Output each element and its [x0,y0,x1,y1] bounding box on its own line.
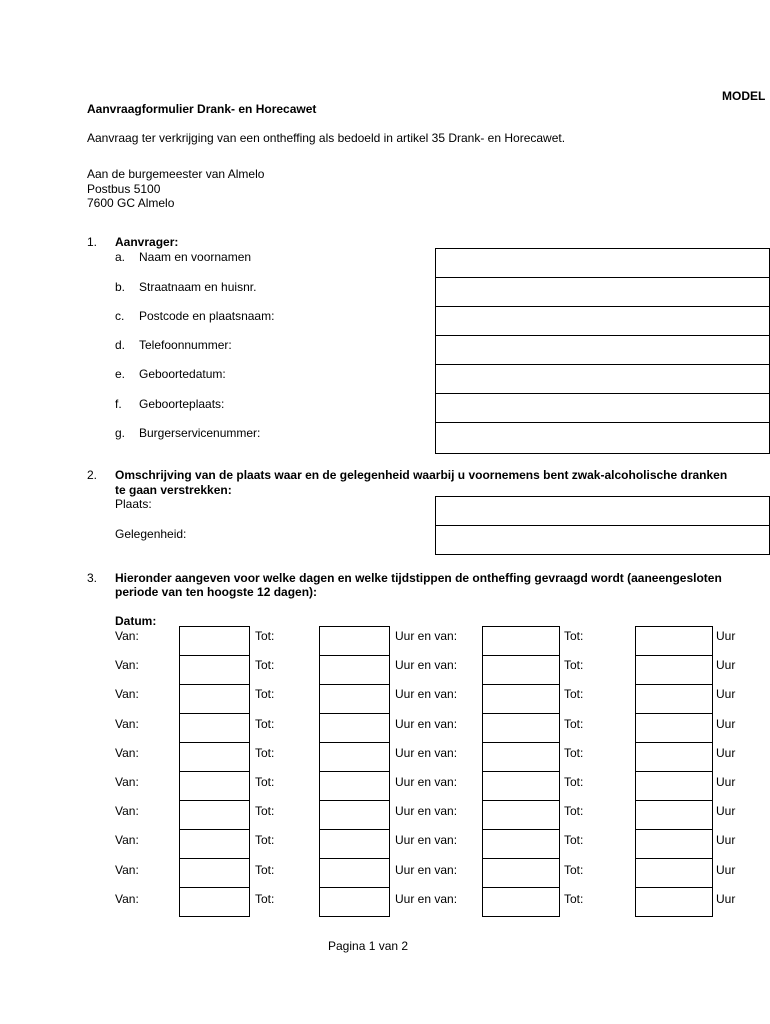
time-to-field[interactable] [635,655,713,685]
tot-label: Tot: [255,891,275,906]
tot-label: Tot: [255,658,275,673]
time-to-field[interactable] [635,800,713,830]
date-to-field[interactable] [319,829,390,859]
time-to-field[interactable] [635,887,713,917]
uur-label: Uur [716,658,736,673]
field-letter: e. [115,367,126,381]
time-from-field[interactable] [482,742,560,772]
uur-en-van-label: Uur en van: [395,716,458,731]
field-label-phone: Telefoonnummer: [139,338,232,352]
tot-label: Tot: [255,862,275,877]
birthdate-field[interactable] [435,364,770,394]
postcode-field[interactable] [435,306,770,336]
date-from-field[interactable] [179,655,250,685]
uur-en-van-label: Uur en van: [395,687,458,702]
tot-label: Tot: [255,687,275,702]
time-from-field[interactable] [482,887,560,917]
address-line-3: 7600 GC Almelo [87,196,175,210]
section-2-number: 2. [87,468,98,482]
model-label: MODEL [722,89,766,103]
tot-label: Tot: [564,745,584,760]
field-letter: g. [115,426,126,440]
section-1-number: 1. [87,235,98,249]
name-field[interactable] [435,248,770,278]
bsn-field[interactable] [435,422,770,454]
date-to-field[interactable] [319,655,390,685]
date-from-field[interactable] [179,829,250,859]
page-number: Pagina 1 van 2 [328,939,409,953]
date-to-field[interactable] [319,626,390,656]
intro-text: Aanvraag ter verkrijging van een ontheffing als bedoeld in artikel 35 Drank- en Horecawet. [87,131,566,145]
time-from-field[interactable] [482,655,560,685]
date-from-field[interactable] [179,742,250,772]
field-letter: d. [115,338,126,352]
tot-label: Tot: [564,658,584,673]
section-2-title-line-2: te gaan verstrekken: [115,483,232,497]
time-to-field[interactable] [635,742,713,772]
uur-en-van-label: Uur en van: [395,891,458,906]
tot-label: Tot: [255,775,275,789]
form-title: Aanvraagformulier Drank- en Horecawet [87,102,317,116]
uur-label: Uur [716,687,736,702]
date-to-field[interactable] [319,771,390,801]
tot-label: Tot: [564,891,584,906]
uur-en-van-label: Uur en van: [395,775,458,789]
field-label-postcode: Postcode en plaatsnaam: [139,309,275,323]
field-label-place: Plaats: [115,497,152,511]
field-label-bsn: Burgerservicenummer: [139,426,261,440]
uur-en-van-label: Uur en van: [395,833,458,848]
field-label-birthdate: Geboortedatum: [139,367,226,381]
uur-label: Uur [716,629,736,643]
tot-label: Tot: [564,804,584,819]
tot-label: Tot: [564,716,584,731]
uur-label: Uur [716,775,736,789]
date-from-field[interactable] [179,626,250,656]
time-from-field[interactable] [482,684,560,714]
time-from-field[interactable] [482,626,560,656]
uur-label: Uur [716,716,736,731]
date-to-column [319,626,390,917]
van-label: Van: [115,833,139,848]
tot-label: Tot: [564,629,584,643]
field-letter: b. [115,280,126,294]
time-to-field[interactable] [635,858,713,888]
section-2-title-line-1: Omschrijving van de plaats waar en de gelegenheid waarbij u voornemens bent zwak-alcoholische dranken [115,468,728,482]
section-3-title-line-2: periode van ten hoogste 12 dagen): [115,585,318,599]
time-to-field[interactable] [635,626,713,656]
van-label: Van: [115,804,139,819]
field-letter: c. [115,309,125,323]
tot-label: Tot: [255,716,275,731]
tot-label: Tot: [564,775,584,789]
field-letter: f. [115,397,122,411]
uur-label: Uur [716,862,736,877]
address-line-2: Postbus 5100 [87,182,161,196]
uur-en-van-label: Uur en van: [395,804,458,819]
van-label: Van: [115,629,139,643]
date-heading: Datum: [115,614,157,628]
date-from-field[interactable] [179,684,250,714]
van-label: Van: [115,891,139,906]
date-to-field[interactable] [319,858,390,888]
field-label-name: Naam en voornamen [139,250,252,264]
uur-en-van-label: Uur en van: [395,629,458,643]
section-1-title: Aanvrager: [115,235,179,249]
tot-label: Tot: [255,804,275,819]
time-from-field[interactable] [482,771,560,801]
field-label-occasion: Gelegenheid: [115,527,187,541]
uur-en-van-label: Uur en van: [395,745,458,760]
van-label: Van: [115,745,139,760]
tot-label: Tot: [255,629,275,643]
date-from-field[interactable] [179,858,250,888]
date-from-field[interactable] [179,887,250,917]
section-3-number: 3. [87,571,98,585]
address-line-1: Aan de burgemeester van Almelo [87,167,265,181]
time-to-field[interactable] [635,829,713,859]
tot-label: Tot: [255,745,275,760]
field-letter: a. [115,250,126,264]
time-to-field[interactable] [635,684,713,714]
date-from-column [179,626,250,917]
time-from-field[interactable] [482,713,560,743]
van-label: Van: [115,687,139,702]
tot-label: Tot: [564,833,584,848]
section-3-title-line-1: Hieronder aangeven voor welke dagen en welke tijdstippen de ontheffing gevraagd wordt (aaneengesloten [115,571,722,585]
date-to-field[interactable] [319,742,390,772]
place-field[interactable] [435,496,770,526]
time-from-field[interactable] [482,829,560,859]
tot-label: Tot: [564,687,584,702]
phone-field[interactable] [435,335,770,365]
field-label-birthplace: Geboorteplaats: [139,397,225,411]
date-from-field[interactable] [179,800,250,830]
date-from-field[interactable] [179,713,250,743]
van-label: Van: [115,862,139,877]
uur-label: Uur [716,745,736,760]
uur-en-van-label: Uur en van: [395,658,458,673]
occasion-field[interactable] [435,525,770,555]
street-field[interactable] [435,277,770,307]
van-label: Van: [115,775,139,789]
time-from-column [482,626,560,917]
date-to-field[interactable] [319,713,390,743]
date-to-field[interactable] [319,684,390,714]
uur-label: Uur [716,891,736,906]
tot-label: Tot: [255,833,275,848]
time-to-field[interactable] [635,771,713,801]
date-from-field[interactable] [179,771,250,801]
field-label-street: Straatnaam en huisnr. [139,280,257,294]
time-to-field[interactable] [635,713,713,743]
time-from-field[interactable] [482,800,560,830]
van-label: Van: [115,658,139,673]
time-to-column [635,626,713,917]
tot-label: Tot: [564,862,584,877]
uur-en-van-label: Uur en van: [395,862,458,877]
time-from-field[interactable] [482,858,560,888]
van-label: Van: [115,716,139,731]
birthplace-field[interactable] [435,393,770,423]
date-to-field[interactable] [319,887,390,917]
uur-label: Uur [716,833,736,848]
date-to-field[interactable] [319,800,390,830]
uur-label: Uur [716,804,736,819]
